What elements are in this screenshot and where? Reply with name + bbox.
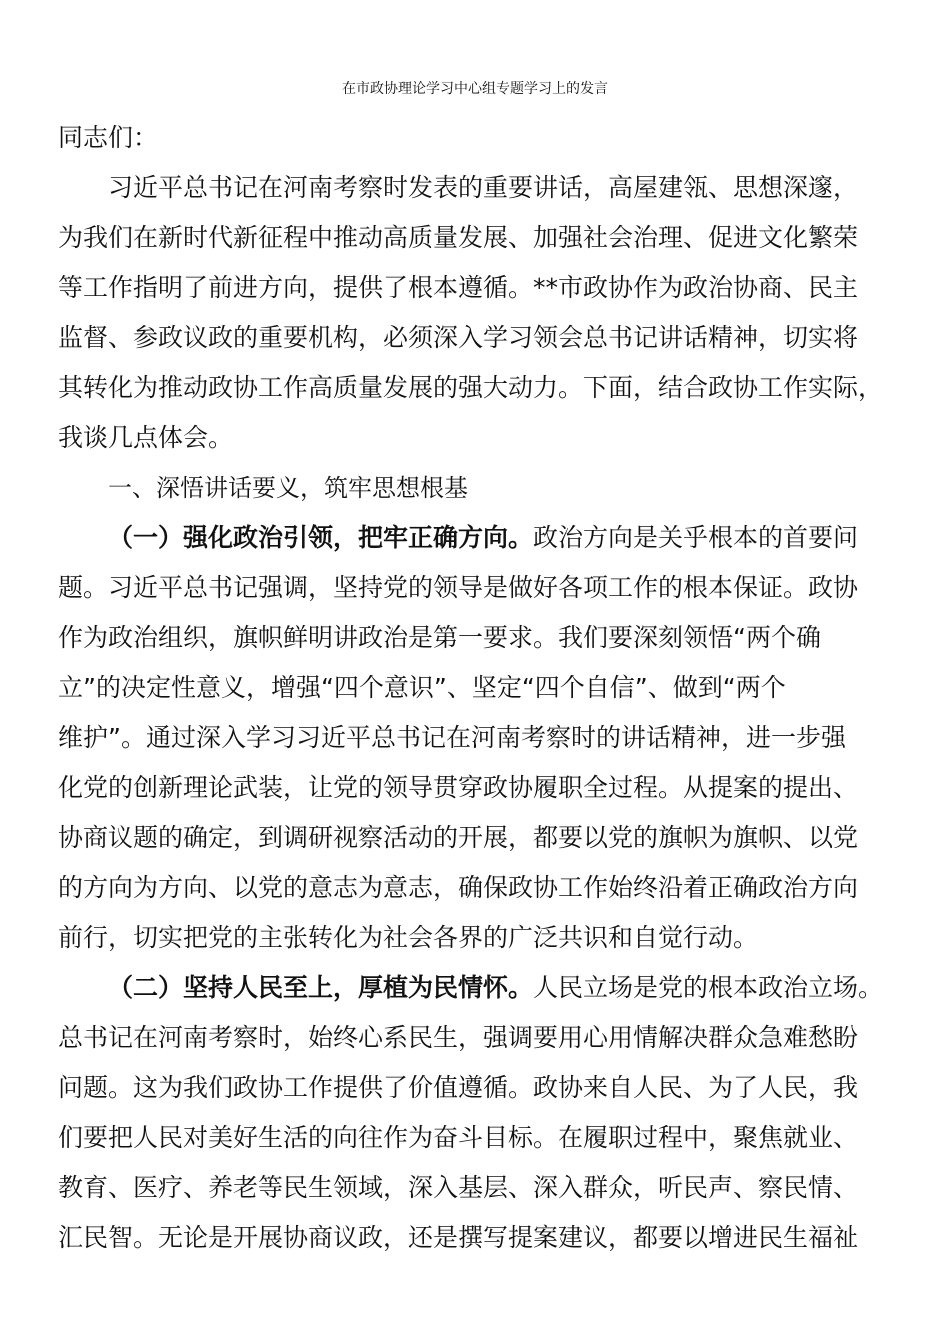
point-2-first-line (108, 970, 883, 1006)
intro-line: 为我们在新时代新征程中推动高质量发展、加强社会治理、促进文化繁荣 (58, 223, 859, 252)
point-2-text: 人民立场是党的根本政治立场。 (533, 973, 884, 1002)
section-heading: 一、深悟讲话要义，筑牢思想根基 (108, 474, 468, 502)
point-1-line: 立”的决定性意义，增强“四个意识”、坚定“四个自信”、做到“两个 (58, 673, 786, 702)
point-2-line: 汇民智。无论是开展协商议政，还是撰写提案建议，都要以增进民生福祉 (58, 1223, 859, 1252)
point-1-first-line (108, 520, 858, 556)
point-1-line: 前行，切实把党的主张转化为社会各界的广泛共识和自觉行动。 (58, 923, 759, 952)
salutation: 同志们： (58, 123, 159, 152)
point-1-line: 作为政治组织，旗帜鲜明讲政治是第一要求。我们要深刻领悟“两个确 (58, 623, 821, 652)
intro-line: 监督、参政议政的重要机构，必须深入学习领会总书记讲话精神，切实将 (58, 323, 859, 352)
point-2-line: 教育、医疗、养老等民生领域，深入基层、深入群众，听民声、察民情、 (58, 1173, 859, 1202)
point-1-text: 政治方向是关乎根本的首要问 (533, 523, 859, 552)
point-2-heading: （二）坚持人民至上，厚植为民情怀。 (108, 973, 534, 1002)
point-2-line: 们要把人民对美好生活的向往作为奋斗目标。在履职过程中，聚焦就业、 (58, 1123, 859, 1152)
intro-line: 等工作指明了前进方向，提供了根本遵循。**市政协作为政治协商、民主 (58, 273, 859, 302)
document-title: 在市政协理论学习中心组专题学习上的发言 (342, 81, 608, 97)
point-2-line: 问题。这为我们政协工作提供了价值遵循。政协来自人民、为了人民，我 (58, 1073, 859, 1102)
point-2-line: 总书记在河南考察时，始终心系民生，强调要用心用情解决群众急难愁盼 (58, 1023, 859, 1052)
point-1-line: 协商议题的确定，到调研视察活动的开展，都要以党的旗帜为旗帜、以党 (58, 823, 859, 852)
point-1-line: 题。习近平总书记强调，坚持党的领导是做好各项工作的根本保证。政协 (58, 573, 859, 602)
intro-line: 习近平总书记在河南考察时发表的重要讲话，高屋建瓴、思想深邃， (108, 173, 859, 202)
point-1-line: 维护”。通过深入学习习近平总书记在河南考察时的讲话精神，进一步强 (58, 723, 846, 752)
point-1-line: 化党的创新理论武装，让党的领导贯穿政协履职全过程。从提案的提出、 (58, 773, 859, 802)
point-1-heading: （一）强化政治引领，把牢正确方向。 (108, 523, 534, 552)
intro-line: 我谈几点体会。 (58, 423, 234, 452)
point-1-line: 的方向为方向、以党的意志为意志，确保政协工作始终沿着正确政治方向 (58, 873, 859, 902)
intro-line: 其转化为推动政协工作高质量发展的强大动力。下面，结合政协工作实际， (58, 373, 884, 402)
